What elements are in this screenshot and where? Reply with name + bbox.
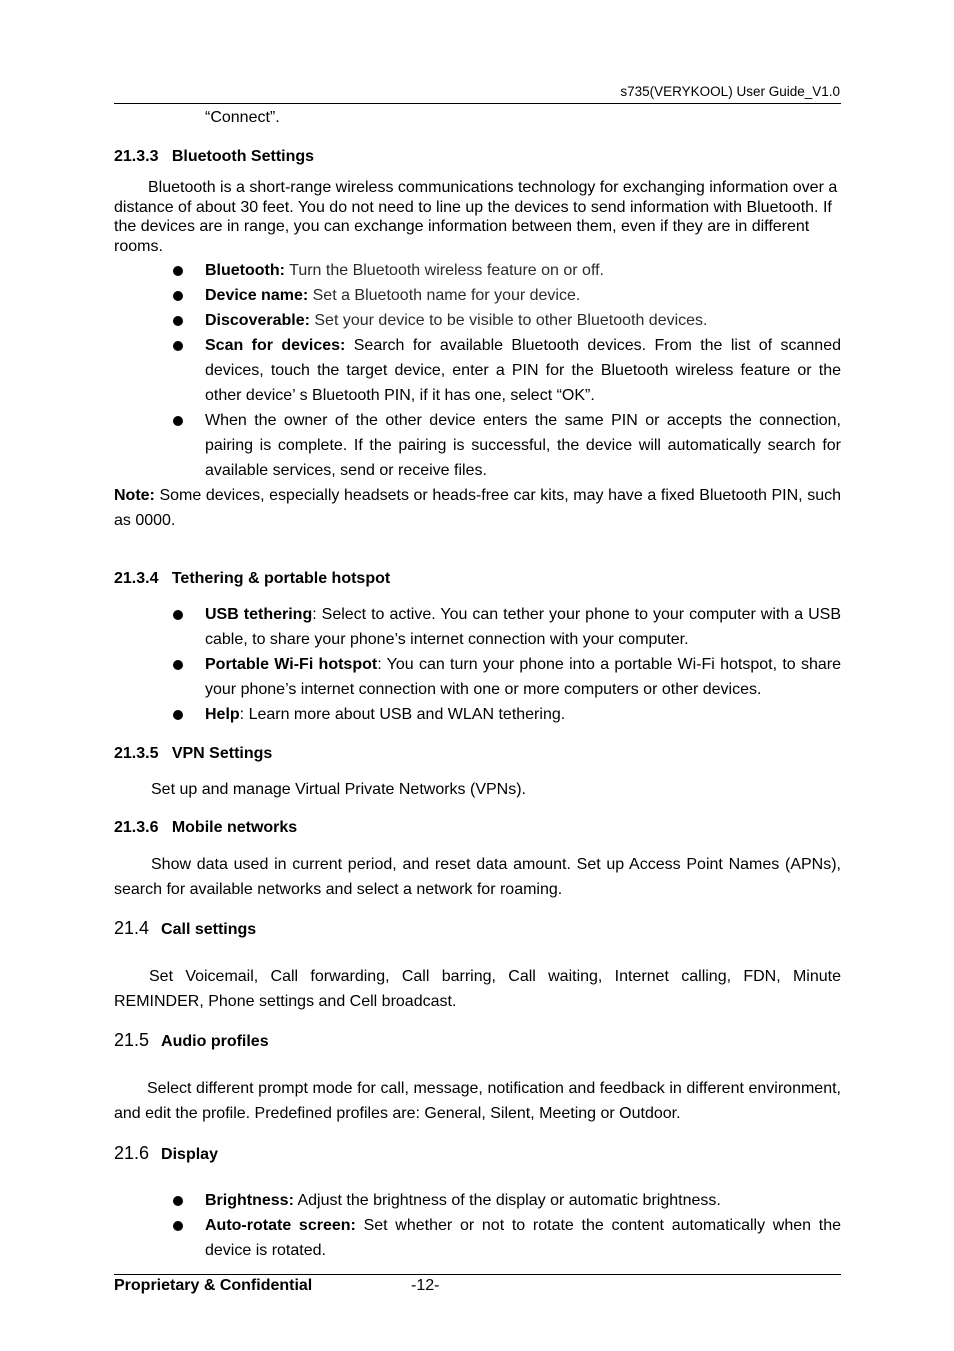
bullet-icon [173, 316, 183, 326]
bullet-icon [173, 660, 183, 670]
section-title: Display [161, 1146, 218, 1163]
section-heading-vpn [114, 745, 272, 763]
section-title: Tethering & portable hotspot [171, 570, 391, 587]
audio-profiles-text: Select different prompt mode for call, message, notification and feedback in different environment, and edit the profile. Predefined profiles are: General, Silent, Meeting or Outdoor. [114, 1080, 841, 1122]
section-number: 21.3.3 [114, 148, 159, 165]
bullet-icon [173, 291, 183, 301]
bullet-icon [173, 1196, 183, 1206]
list-item: Device name: Set a Bluetooth name for your device. [205, 283, 841, 308]
call-settings-text: Set Voicemail, Call forwarding, Call barring, Call waiting, Internet calling, FDN, Minute REMINDER, Phone settings and Cell broadcast. [114, 968, 841, 1010]
section-number: 21.3.4 [114, 570, 159, 587]
list-item: USB tethering: Select to active. You can tether your phone to your computer with a USB cable, to share your phone’s internet connection with your computer. [205, 602, 841, 652]
list-item: When the owner of the other device enters the same PIN or accepts the connection, pairing is complete. If the pairing is successful, the device will automatically search for available services, send or receive files. [205, 408, 841, 483]
section-heading-tethering [114, 570, 390, 588]
footer-rule [114, 1274, 841, 1275]
section-number: 21.3.6 [114, 819, 159, 836]
page-number: -12- [411, 1277, 440, 1294]
tethering-list [205, 602, 841, 727]
section-number: 21.5 [114, 1030, 150, 1050]
bluetooth-intro: Bluetooth is a short-range wireless communications technology for exchanging information over a distance of about 30 feet. You do not need to line up the devices to send information with Bluetooth. If the devices are in range, you can exchange information between them, even if they are in different rooms. [114, 179, 838, 255]
bluetooth-list [205, 258, 841, 483]
bullet-icon [173, 266, 183, 276]
section-heading-call-settings [114, 918, 256, 939]
bullet-icon [173, 341, 183, 351]
section-heading-bluetooth [114, 148, 314, 166]
section-number: 21.6 [114, 1143, 150, 1163]
section-title: VPN Settings [171, 745, 273, 762]
section-heading-display [114, 1143, 218, 1164]
list-item: Help: Learn more about USB and WLAN tethering. [205, 702, 841, 727]
list-item: Bluetooth: Turn the Bluetooth wireless feature on or off. [205, 258, 841, 283]
section-heading-mobile-networks [114, 819, 297, 837]
list-item: Portable Wi-Fi hotspot: You can turn your phone into a portable Wi-Fi hotspot, to share your phone’s internet connection with one or more computers or other devices. [205, 652, 841, 702]
section-heading-audio-profiles [114, 1030, 269, 1051]
section-number: 21.3.5 [114, 745, 159, 762]
bullet-icon [173, 416, 183, 426]
section-number: 21.4 [114, 918, 150, 938]
vpn-text: Set up and manage Virtual Private Networks (VPNs). [151, 781, 526, 798]
bullet-icon [173, 710, 183, 720]
section-title: Mobile networks [171, 819, 298, 836]
section-title: Call settings [161, 921, 257, 938]
continued-text: “Connect”. [205, 109, 280, 126]
display-list [205, 1188, 841, 1263]
list-item: Discoverable: Set your device to be visible to other Bluetooth devices. [205, 308, 841, 333]
list-item: Auto-rotate screen: Set whether or not to rotate the content automatically when the device is rotated. [205, 1213, 841, 1263]
list-item: Scan for devices: Search for available Bluetooth devices. From the list of scanned devices, touch the target device, enter a PIN for the Bluetooth wireless feature or the other device’ s Bluetooth PIN, if it has one, select “OK”. [205, 333, 841, 408]
header-rule [114, 103, 841, 104]
document-title: s735(VERYKOOL) User Guide_V1.0 [620, 84, 840, 99]
bullet-icon [173, 610, 183, 620]
mobile-networks-text: Show data used in current period, and reset data amount. Set up Access Point Names (APNs), search for available networks and select a network for roaming. [114, 856, 841, 898]
bluetooth-note: Note: Some devices, especially headsets or heads-free car kits, may have a fixed Bluetooth PIN, such as 0000. [114, 487, 841, 529]
footer-confidential: Proprietary & Confidential [114, 1277, 313, 1294]
list-item: Brightness: Adjust the brightness of the display or automatic brightness. [205, 1188, 841, 1213]
section-title: Bluetooth Settings [171, 148, 315, 165]
bullet-icon [173, 1221, 183, 1231]
section-title: Audio profiles [161, 1033, 269, 1050]
